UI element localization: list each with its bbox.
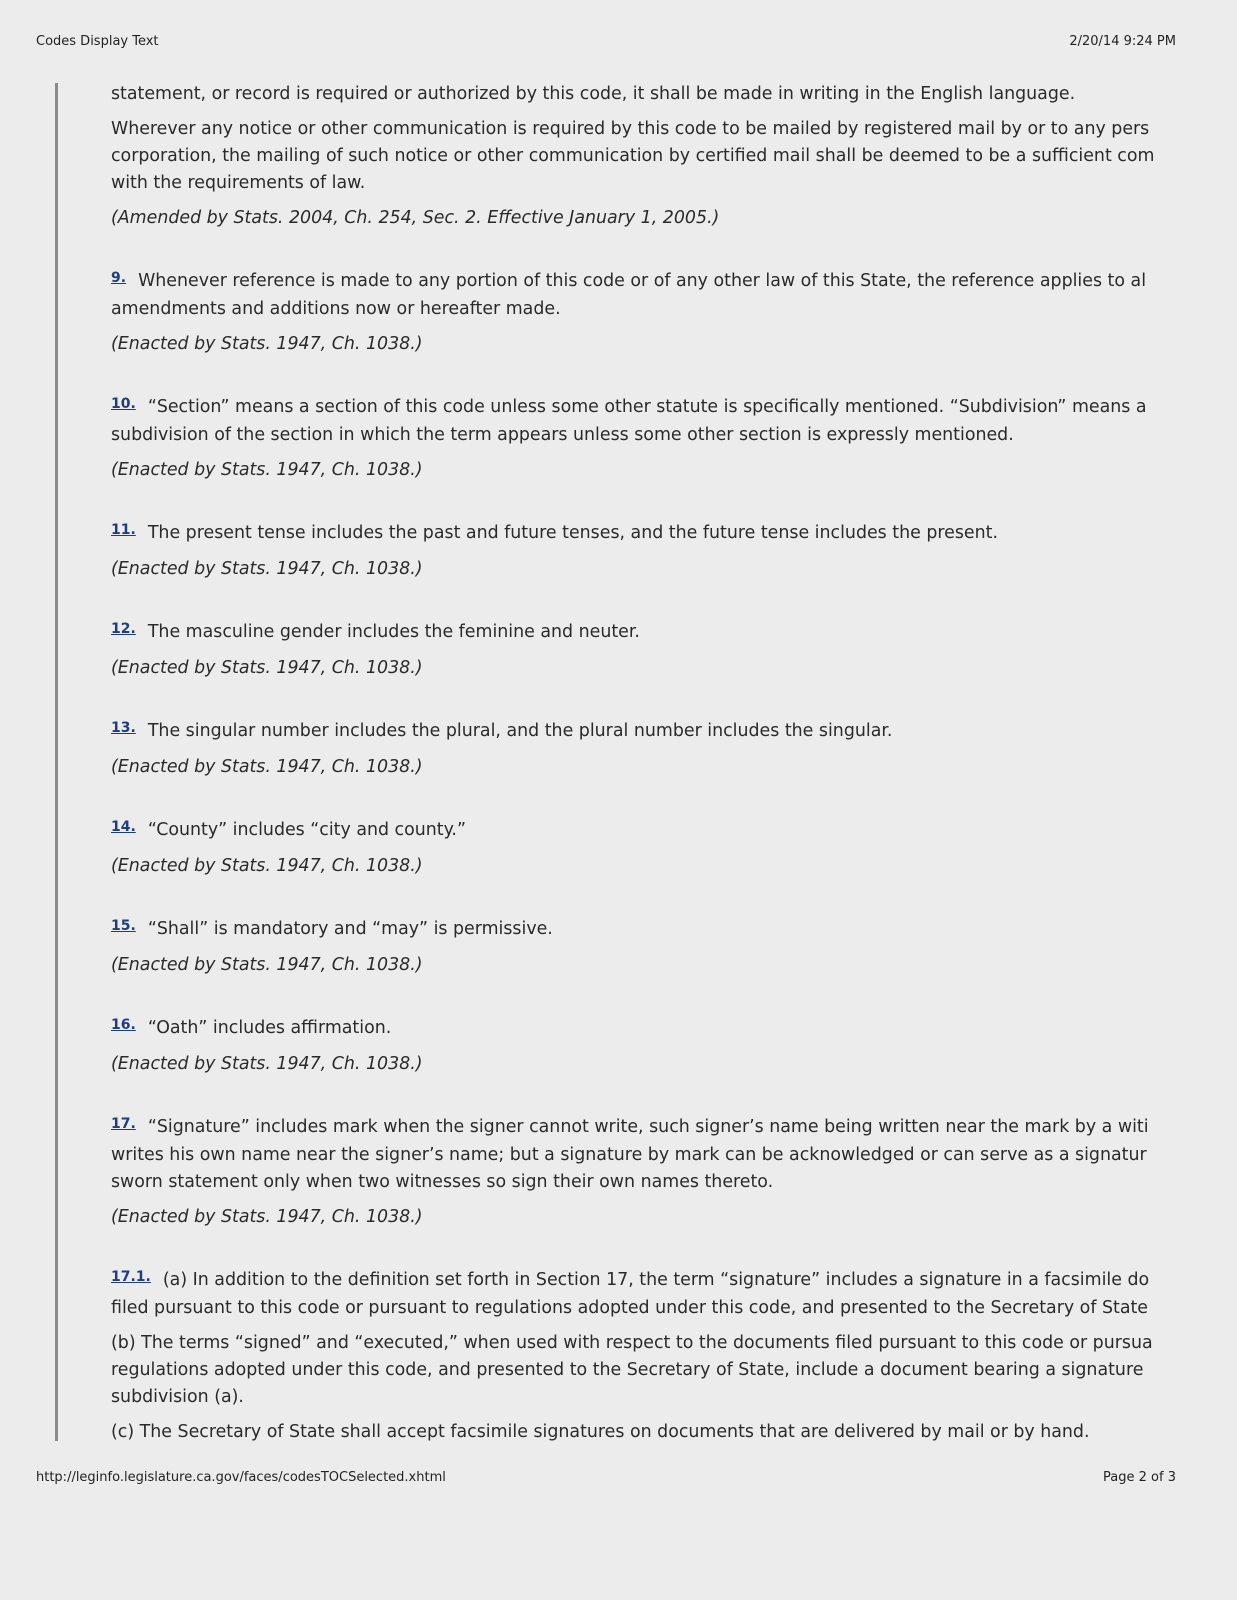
code-section-14 [111,817,1176,880]
code-section-continued [111,81,1176,232]
code-section-15 [111,916,1176,979]
text-line [111,817,1176,845]
line-text: (a) In addition to the definition set forth in Section 17, the term “signature” includes a signature in a facsimile do [162,1270,1150,1290]
section-paragraph [111,520,1176,548]
line-text: subdivision (a). [111,1387,244,1407]
line-text: with the requirements of law. [111,173,366,193]
line-text: Whenever reference is made to any portion of this code or of any other law of this State, the reference applies to al [138,271,1147,291]
line-text: The masculine gender includes the feminine and neuter. [147,622,640,642]
print-header-title: Codes Display Text [36,34,159,49]
section-number-link[interactable]: 14. [111,819,136,835]
line-text: “Shall” is mandatory and “may” is permissive. [147,919,553,939]
code-section-17-1 [111,1267,1176,1446]
text-line [111,1357,1176,1384]
section-number-link[interactable]: 10. [111,396,136,412]
text-line [111,268,1176,296]
section-number-link[interactable]: 13. [111,720,136,736]
print-footer-url: http://leginfo.legislature.ca.gov/faces/codesTOCSelected.xhtml [36,1470,446,1485]
line-text: (Enacted by Stats. 1947, Ch. 1038.) [111,559,423,579]
line-text: (Enacted by Stats. 1947, Ch. 1038.) [111,856,423,876]
code-section-16 [111,1015,1176,1078]
section-paragraph [111,817,1176,845]
code-sections [111,81,1176,1482]
text-line [111,296,1176,323]
line-text: “Section” means a section of this code unless some other statute is specifically mentioned. “Subdivision” means a [147,397,1147,417]
text-line [111,718,1176,746]
history-note [111,1051,1176,1078]
text-line [111,143,1176,170]
text-line [111,655,1176,682]
line-text: subdivision of the section in which the term appears unless some other section is expressly mentioned. [111,425,1014,445]
history-note [111,1204,1176,1231]
history-note [111,205,1176,232]
text-line [111,1295,1176,1322]
section-paragraph [111,116,1176,197]
section-number-link[interactable]: 11. [111,522,136,538]
line-text: (Enacted by Stats. 1947, Ch. 1038.) [111,460,423,480]
section-paragraph [111,1419,1176,1446]
section-number-link[interactable]: 9. [111,270,127,286]
history-note [111,952,1176,979]
section-number-link[interactable]: 12. [111,621,136,637]
text-line [111,1267,1176,1295]
text-line [111,1142,1176,1169]
line-text: amendments and additions now or hereafter made. [111,299,561,319]
line-text: Wherever any notice or other communication is required by this code to be mailed by registered mail by or to any pers [111,119,1150,139]
text-line [111,205,1176,232]
line-text: (b) The terms “signed” and “executed,” when used with respect to the documents filed pursuant to this code or pursua [111,1333,1153,1353]
history-note [111,853,1176,880]
section-paragraph [111,1330,1176,1411]
text-line [111,1384,1176,1411]
line-text: corporation, the mailing of such notice or other communication by certified mail shall be deemed to be a sufficient com [111,146,1155,166]
text-line [111,170,1176,197]
section-paragraph [111,619,1176,647]
line-text: writes his own name near the signer’s name; but a signature by mark can be acknowledged or can serve as a signatur [111,1145,1147,1165]
section-number-link[interactable]: 15. [111,918,136,934]
line-text: (Enacted by Stats. 1947, Ch. 1038.) [111,955,423,975]
line-text: (Enacted by Stats. 1947, Ch. 1038.) [111,334,423,354]
history-note [111,556,1176,583]
text-line [111,422,1176,449]
line-text: (Amended by Stats. 2004, Ch. 254, Sec. 2. Effective January 1, 2005.) [111,208,720,228]
text-line [111,556,1176,583]
line-text: filed pursuant to this code or pursuant to regulations adopted under this code, and presented to the Secretary of State [111,1298,1149,1318]
text-line [111,520,1176,548]
text-line [111,1015,1176,1043]
section-paragraph [111,268,1176,323]
text-line [111,81,1176,108]
history-note [111,655,1176,682]
line-text: (Enacted by Stats. 1947, Ch. 1038.) [111,658,423,678]
line-text: “County” includes “city and county.” [147,820,466,840]
line-text: (Enacted by Stats. 1947, Ch. 1038.) [111,1054,423,1074]
text-line [111,331,1176,358]
text-line [111,853,1176,880]
text-line [111,1051,1176,1078]
print-footer-page: Page 2 of 3 [1103,1470,1176,1485]
code-section-9 [111,268,1176,358]
section-paragraph [111,1267,1176,1322]
text-line [111,394,1176,422]
line-text: sworn statement only when two witnesses so sign their own names thereto. [111,1172,774,1192]
text-line [111,116,1176,143]
text-line [111,1169,1176,1196]
section-paragraph [111,81,1176,108]
code-section-10 [111,394,1176,484]
code-section-11 [111,520,1176,583]
text-line [111,619,1176,647]
section-paragraph [111,916,1176,944]
history-note [111,457,1176,484]
text-line [111,1114,1176,1142]
text-line [111,1204,1176,1231]
section-number-link[interactable]: 17. [111,1116,136,1132]
section-number-link[interactable]: 16. [111,1017,136,1033]
section-paragraph [111,718,1176,746]
line-text: (c) The Secretary of State shall accept facsimile signatures on documents that are delivered by mail or by hand. [111,1422,1090,1442]
text-line [111,1419,1176,1446]
line-text: (Enacted by Stats. 1947, Ch. 1038.) [111,757,423,777]
blockquote-bar [55,83,58,1441]
history-note [111,331,1176,358]
section-number-link[interactable]: 17.1. [111,1269,151,1285]
text-line [111,754,1176,781]
text-line [111,457,1176,484]
code-section-13 [111,718,1176,781]
line-text: (Enacted by Stats. 1947, Ch. 1038.) [111,1207,423,1227]
code-section-17 [111,1114,1176,1231]
line-text: “Signature” includes mark when the signer cannot write, such signer’s name being written near the mark by a witi [147,1117,1149,1137]
text-line [111,952,1176,979]
line-text: statement, or record is required or authorized by this code, it shall be made in writing in the English language. [111,84,1076,104]
text-line [111,916,1176,944]
code-section-12 [111,619,1176,682]
section-paragraph [111,1114,1176,1196]
line-text: The singular number includes the plural, and the plural number includes the singular. [147,721,893,741]
print-header-datetime: 2/20/14 9:24 PM [1069,34,1176,49]
section-paragraph [111,1015,1176,1043]
history-note [111,754,1176,781]
text-line [111,1330,1176,1357]
section-paragraph [111,394,1176,449]
line-text: “Oath” includes affirmation. [147,1018,392,1038]
line-text: The present tense includes the past and future tenses, and the future tense includes the present. [147,523,998,543]
line-text: regulations adopted under this code, and presented to the Secretary of State, include a document bearing a signature [111,1360,1144,1380]
